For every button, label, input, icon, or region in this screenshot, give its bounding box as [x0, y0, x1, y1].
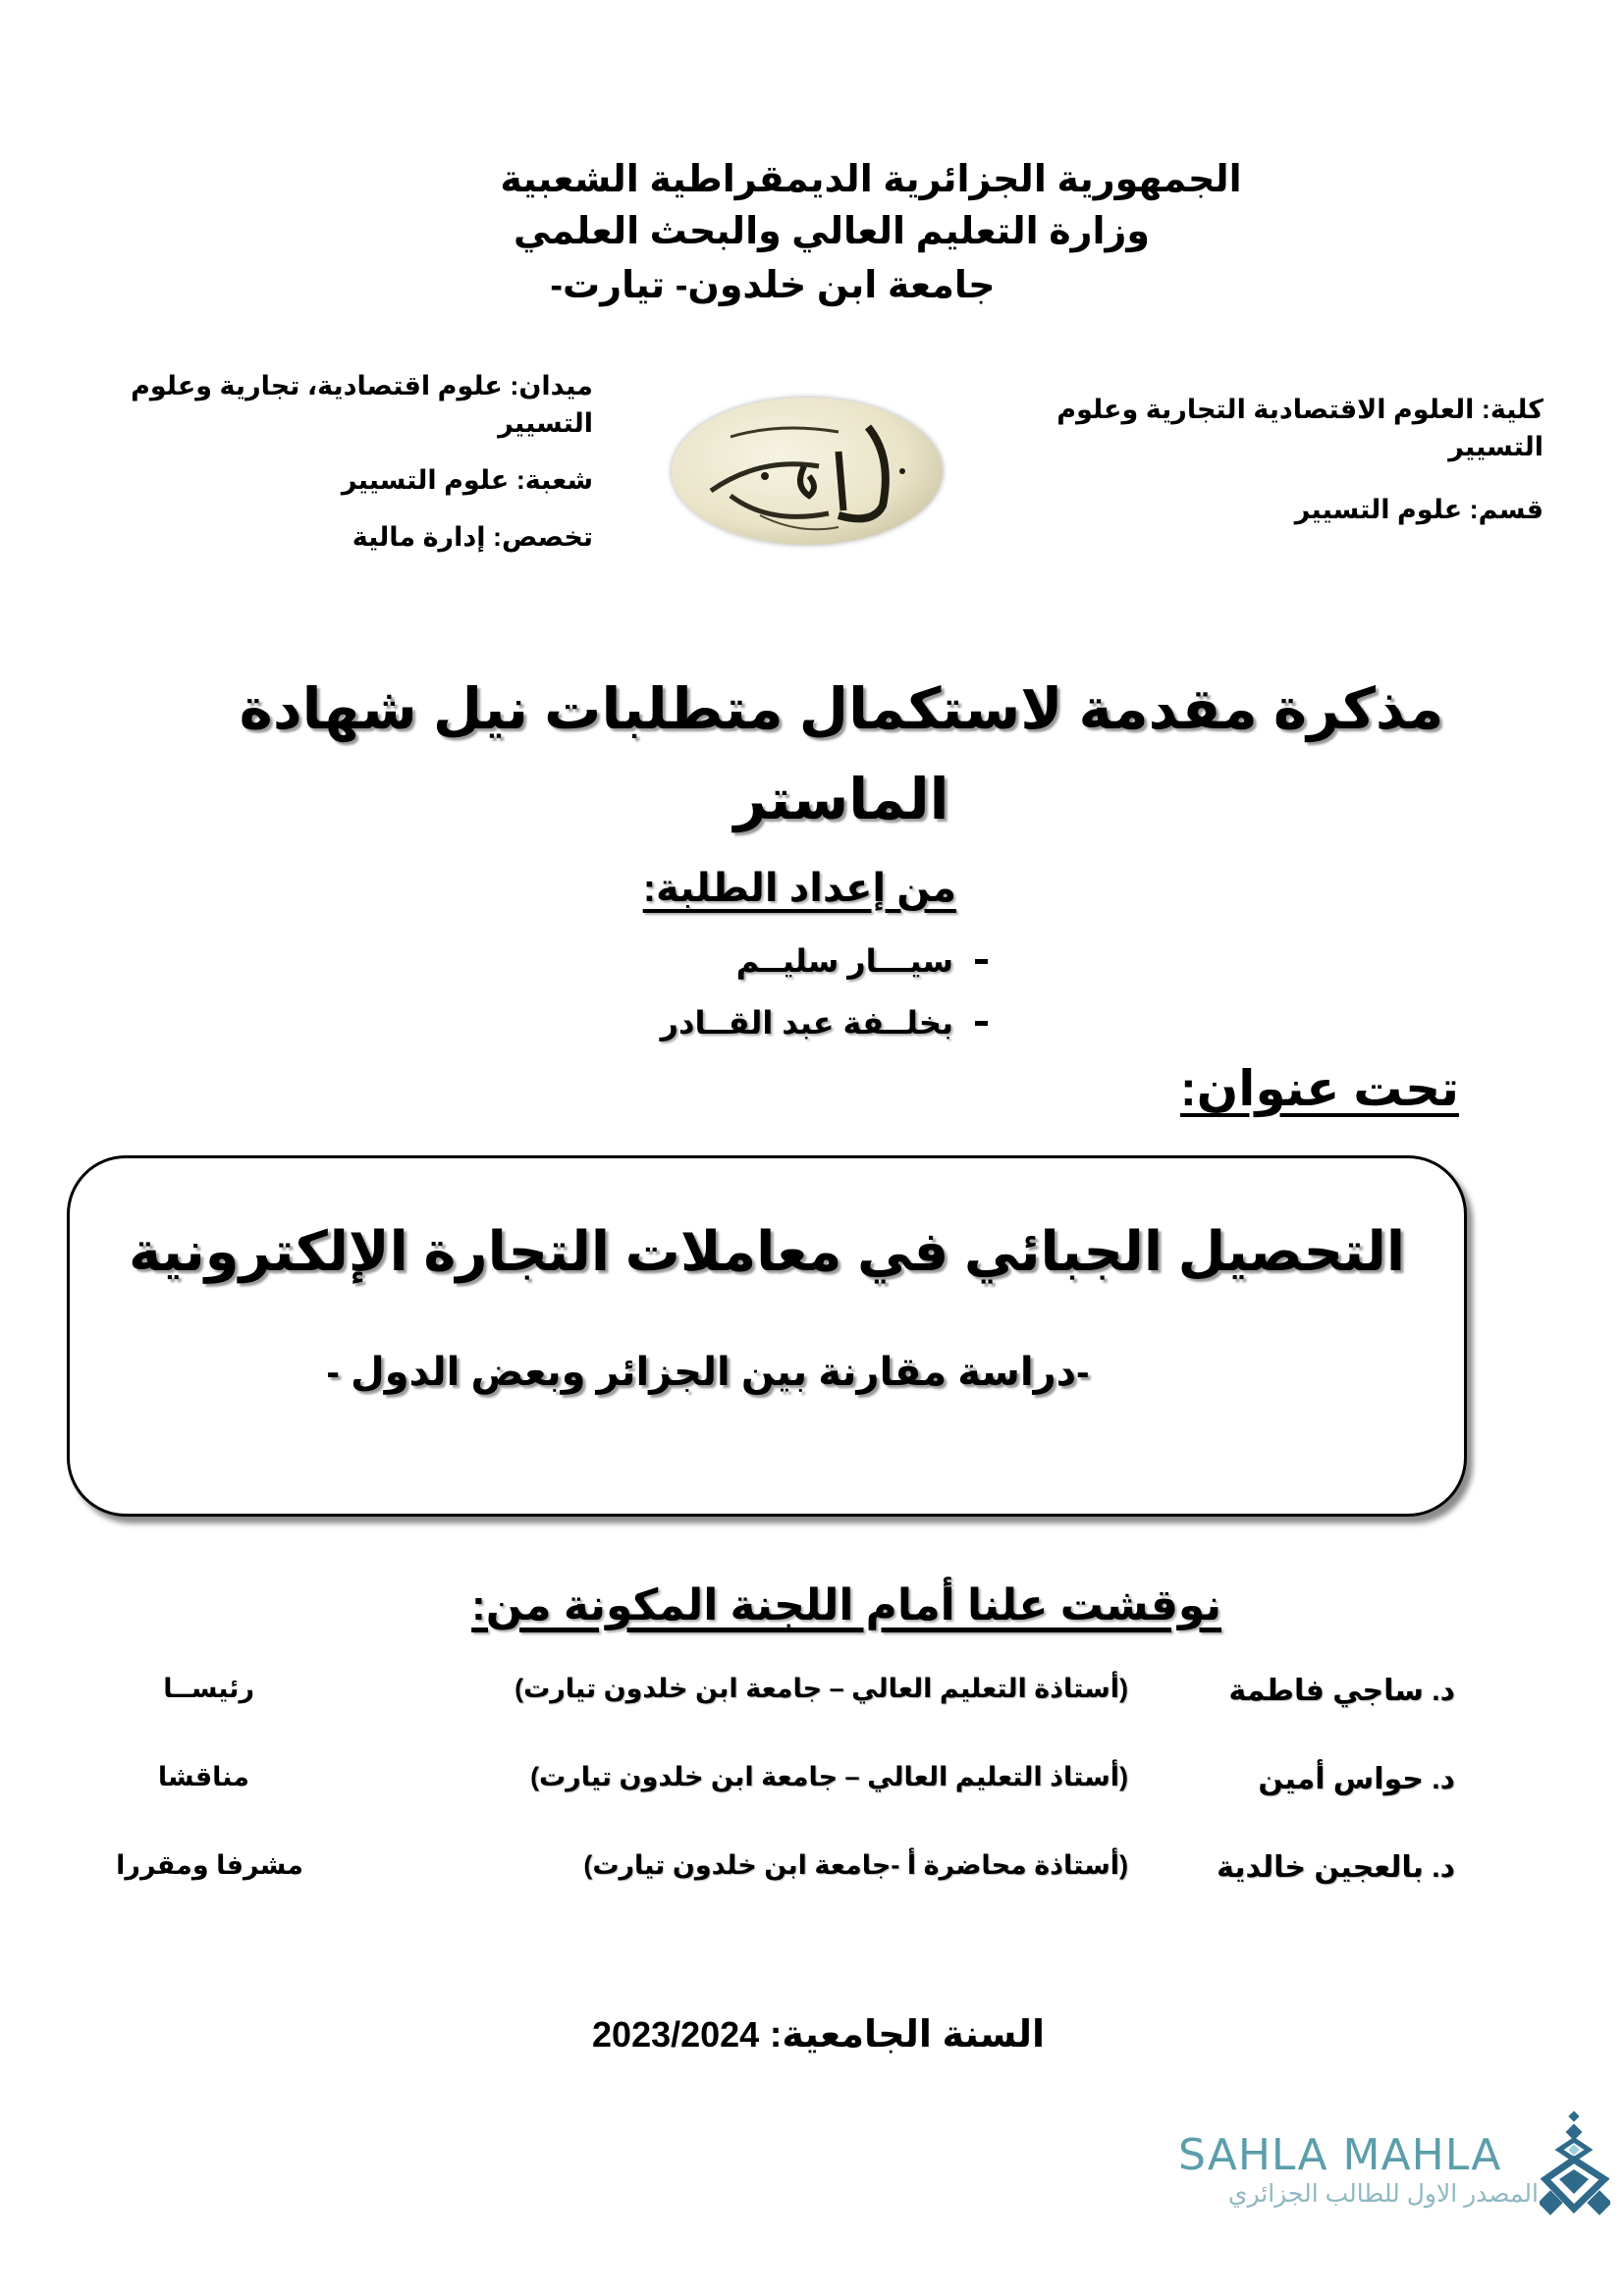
- watermark-tagline: المصدر الاول للطالب الجزائري: [1227, 2180, 1539, 2208]
- student-name: بخلــفة عبد القــادر: [660, 1005, 953, 1041]
- student-name: سيـــار سليــم: [735, 943, 953, 979]
- committee-heading: نوقشت علنا أمام اللجنة المكونة من:: [471, 1581, 1221, 1629]
- specialty-label: تخصص: إدارة مالية: [352, 522, 593, 552]
- faculty-label: كلية: العلوم الاقتصادية التجارية وعلوم التسيير: [1056, 395, 1543, 461]
- thesis-main-title: التحصيل الجبائي في معاملات التجارة الإلكترونية: [128, 1220, 1406, 1282]
- faculty-info: [1003, 391, 1543, 554]
- committee-member-row: [0, 1674, 1624, 1723]
- student-item: [661, 1004, 988, 1041]
- member-rank: (أستاذة محاضرة أ -جامعة ابن خلدون تيارت): [583, 1850, 1128, 1880]
- university-heading: جامعة ابن خلدون- تيارت-: [550, 265, 996, 306]
- under-title-heading: تحت عنوان:: [1179, 1061, 1459, 1116]
- member-role: مناقشا: [157, 1762, 249, 1791]
- committee-member-row: [0, 1762, 1624, 1811]
- member-rank: (أستاذ التعليم العالي – جامعة ابن خلدون تيارت): [530, 1762, 1128, 1791]
- watermark-brand: SAHLA MAHLA: [1178, 2130, 1502, 2180]
- academic-year-value: 2023/2024: [592, 2014, 760, 2055]
- prepared-by-heading: من إعداد الطلبة:: [642, 867, 956, 910]
- bullet-dash-icon: [975, 1021, 988, 1026]
- academic-year: [592, 2012, 1045, 2056]
- academic-year-label: السنة الجامعية:: [769, 2014, 1045, 2056]
- member-role: رئيســا: [163, 1674, 254, 1703]
- memo-title-line2: الماستر: [733, 768, 949, 831]
- seal-calligraphy-icon: [672, 398, 943, 545]
- member-role: مشرفا ومقررا: [116, 1850, 303, 1880]
- student-item: [736, 942, 988, 980]
- ministry-heading: وزارة التعليم العالي والبحث العلمي: [513, 211, 1151, 252]
- thesis-title-box: [67, 1155, 1467, 1517]
- member-name: د. ساجي فاطمة: [1228, 1675, 1455, 1707]
- republic-heading: الجمهورية الجزائرية الديمقراطية الشعبية: [500, 159, 1242, 200]
- memo-title-line1: مذكرة مقدمة لاستكمال متطلبات نيل شهادة: [239, 677, 1444, 741]
- branch-label: شعبة: علوم التسيير: [341, 465, 593, 495]
- sahla-mahla-logo-icon: [1540, 2110, 1610, 2218]
- bullet-dash-icon: [975, 959, 988, 964]
- committee-member-row: [0, 1850, 1624, 1899]
- university-seal-icon: [672, 398, 943, 545]
- member-name: د. بالعجين خالدية: [1217, 1851, 1455, 1884]
- sahla-mahla-watermark: [1178, 2110, 1610, 2218]
- member-rank: (أستاذة التعليم العالي – جامعة ابن خلدون تيارت): [514, 1674, 1128, 1703]
- domain-info: [63, 367, 593, 575]
- department-label: قسم: علوم التسيير: [1294, 495, 1543, 524]
- member-name: د. حواس أمين: [1258, 1763, 1455, 1795]
- thesis-subtitle: -دراسة مقارنة بين الجزائر وبعض الدول -: [326, 1351, 1090, 1394]
- domain-label: ميدان: علوم اقتصادية، تجارية وعلوم التسيير: [131, 371, 593, 438]
